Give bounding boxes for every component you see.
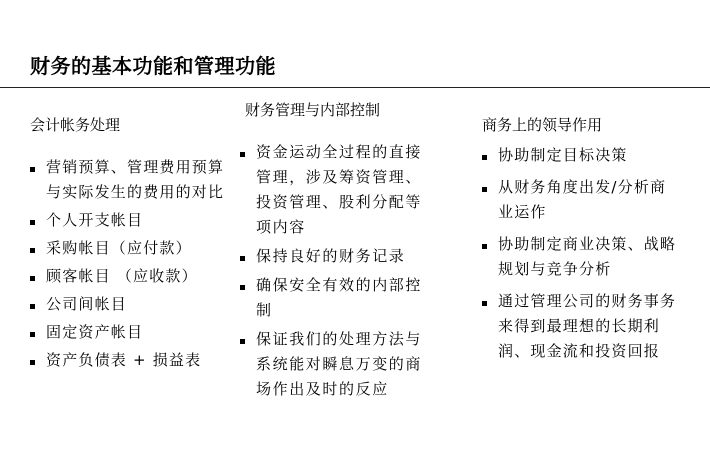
bullet-icon [30,360,35,365]
list-item [240,327,436,402]
bullet-icon [482,301,487,306]
list-item [30,236,240,261]
bullet-icon [30,167,35,172]
bullet-icon [30,304,35,309]
list-item-text: 协助制定目标决策 [498,146,628,164]
list-item-text: 采购帐目（应付款） [46,239,192,257]
bullet-list [30,155,240,373]
list-item-text: 营销预算、管理费用预算与实际发生的费用的对比 [46,158,225,201]
list-item-text: 从财务角度出发/分析商业运作 [498,178,667,221]
bullet-icon [240,152,245,157]
list-item [482,143,682,168]
list-item-text: 个人开支帐目 [46,211,144,229]
page-title: 财务的基本功能和管理功能 [30,54,276,78]
list-item-text: 资产负债表 + 损益表 [46,351,202,369]
column-heading: 会计帐务处理 [30,116,121,134]
list-item [482,175,682,225]
list-item-text: 公司间帐目 [46,295,128,313]
list-item-text: 保持良好的财务记录 [256,247,406,265]
bullet-icon [240,285,245,290]
bullet-icon [482,244,487,249]
list-item [240,273,436,323]
bullet-icon [240,256,245,261]
list-item-text: 协助制定商业决策、战略规划与竞争分析 [498,235,677,278]
bullet-icon [30,248,35,253]
column-business-leadership [482,115,682,371]
list-item [30,208,240,233]
column-financial-management [240,100,436,406]
list-item [30,348,240,373]
list-item-text: 固定资产帐目 [46,323,144,341]
list-item-text: 保证我们的处理方法与系统能对瞬息万变的商场作出及时的反应 [256,330,423,398]
column-accounting [30,115,240,376]
bullet-icon [30,332,35,337]
list-item [240,140,436,240]
bullet-icon [482,155,487,160]
bullet-list [240,140,436,402]
column-heading: 商务上的领导作用 [482,116,603,134]
bullet-list [482,143,682,364]
list-item [30,155,240,205]
column-heading: 财务管理与内部控制 [245,101,381,119]
list-item [30,292,240,317]
list-item [482,289,682,364]
list-item [482,232,682,282]
bullet-icon [240,339,245,344]
list-item [30,320,240,345]
list-item [30,264,240,289]
title-divider [0,87,710,88]
list-item-text: 顾客帐目 （应收款） [46,267,198,285]
list-item-text: 确保安全有效的内部控制 [256,276,423,319]
list-item [240,244,436,269]
bullet-icon [482,187,487,192]
bullet-icon [30,220,35,225]
bullet-icon [30,276,35,281]
list-item-text: 通过管理公司的财务事务来得到最理想的长期利润、现金流和投资回报 [498,292,677,360]
list-item-text: 资金运动全过程的直接管理，涉及筹资管理、投资管理、股利分配等项内容 [256,143,423,236]
